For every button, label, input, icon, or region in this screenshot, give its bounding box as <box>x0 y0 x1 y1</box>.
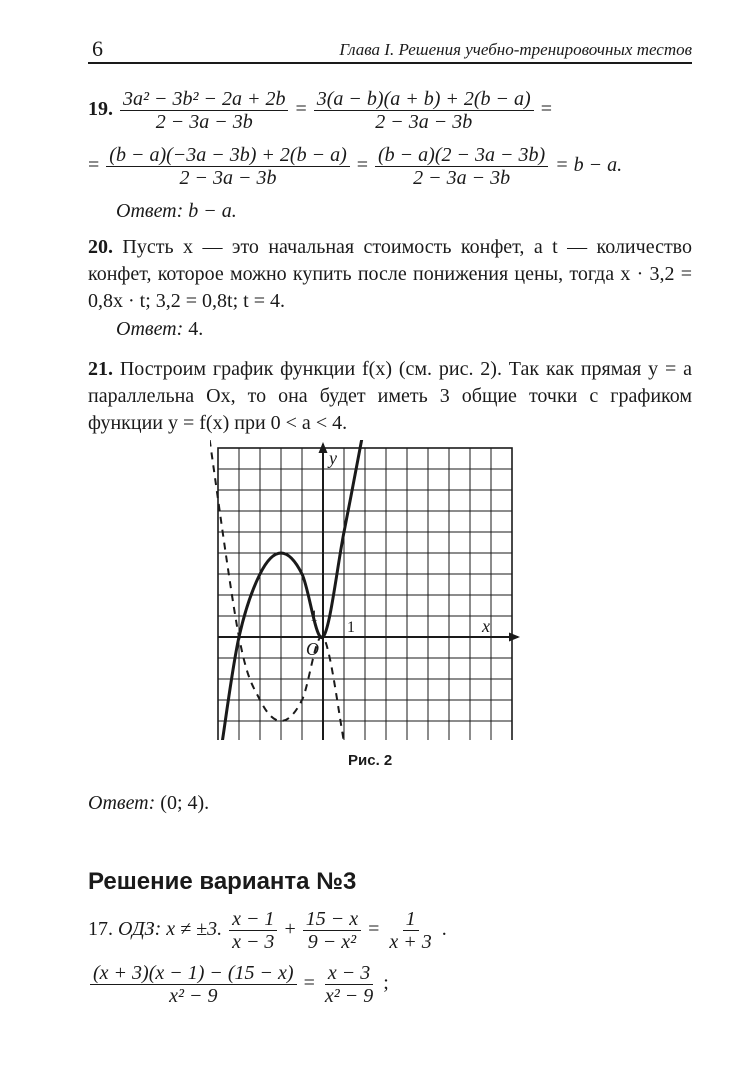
p19-f4-denominator: 2 − 3a − 3b <box>413 167 511 189</box>
problem-17-line-1 <box>88 908 447 953</box>
problem-17-line-2 <box>88 962 389 1007</box>
x-axis-arrow <box>509 633 520 642</box>
p17-g2-denominator: x² − 9 <box>324 985 374 1007</box>
graph-grid <box>218 448 512 740</box>
p19-answer <box>116 200 237 223</box>
page-number: 6 <box>92 36 103 61</box>
p17-f3-denominator: x + 3 <box>389 931 432 953</box>
p21-answer-label: Ответ: <box>88 792 156 814</box>
p19-f2-denominator: 2 − 3a − 3b <box>375 111 473 133</box>
problem-17-number: 17. <box>88 918 113 941</box>
p19-result: = b − a. <box>555 154 623 177</box>
p20-answer-label: Ответ: <box>116 318 184 340</box>
p17-fraction-4 <box>90 962 297 1007</box>
p19-fraction-4 <box>375 144 548 189</box>
p17-equals: = <box>368 918 380 941</box>
problem-20-number: 20. <box>88 236 113 258</box>
p21-answer <box>88 792 209 815</box>
p17-g1-numerator: (x + 3)(x − 1) − (15 − x) <box>90 962 297 985</box>
p17-fraction-2 <box>303 908 361 953</box>
p19-fraction-2 <box>314 88 534 133</box>
x-axis-label: x <box>482 616 490 636</box>
problem-21-number: 21. <box>88 358 113 380</box>
p19-f1-numerator: 3a² − 3b² − 2a + 2b <box>120 88 288 111</box>
p17-fraction-1 <box>229 908 277 953</box>
p17-f3-numerator: 1 <box>403 908 419 931</box>
problem-21 <box>88 356 692 437</box>
y-unit-label: 1 <box>310 608 318 625</box>
p17-dot: . <box>441 918 447 941</box>
p20-answer-value: 4. <box>188 318 204 340</box>
problem-20-text: Пусть x — это начальная стоимость конфет, а t — количество конфет, которое можно купить после понижения цены, тогда x · 3,2 = 0,8x · t; 3,2 = 0,8t; t = 4. <box>88 236 692 312</box>
problem-19-line-1 <box>88 88 552 133</box>
graph-curves <box>210 440 363 740</box>
p19-f3-denominator: 2 − 3a − 3b <box>179 167 277 189</box>
p19-f1-denominator: 2 − 3a − 3b <box>155 111 253 133</box>
problem-20 <box>88 234 692 315</box>
p19-equals-4: = <box>356 154 369 177</box>
figure-caption: Рис. 2 <box>348 752 393 769</box>
p17-plus: + <box>284 918 296 941</box>
problem-19-line-2 <box>88 144 622 189</box>
function-curve <box>222 440 363 740</box>
p17-g2-numerator: x − 3 <box>325 962 373 985</box>
p19-equals-2: = <box>540 98 552 121</box>
p21-answer-value: (0; 4). <box>160 792 210 814</box>
p17-f1-numerator: x − 1 <box>229 908 277 931</box>
x-unit-label: 1 <box>347 619 355 636</box>
p17-f1-denominator: x − 3 <box>232 931 275 953</box>
p19-f4-numerator: (b − a)(2 − 3a − 3b) <box>375 144 548 167</box>
p19-f3-numerator: (b − a)(−3a − 3b) + 2(b − a) <box>106 144 349 167</box>
p17-fraction-3 <box>386 908 434 953</box>
p19-fraction-1 <box>120 88 288 133</box>
p17-odz: ОДЗ: x ≠ ±3. <box>118 918 223 941</box>
problem-19-number: 19. <box>88 98 113 121</box>
p19-answer-label: Ответ: <box>116 200 184 222</box>
section-title: Решение варианта №3 <box>88 868 357 895</box>
p17-g1-denominator: x² − 9 <box>169 985 218 1007</box>
function-graph <box>210 440 530 740</box>
p19-answer-value: b − a. <box>188 200 237 222</box>
p17-equals-2: = <box>303 972 315 995</box>
graph-axes <box>218 442 520 740</box>
p19-equals-3: = <box>88 154 100 177</box>
y-axis-label: y <box>329 448 337 468</box>
p20-answer <box>116 318 203 341</box>
p19-f2-numerator: 3(a − b)(a + b) + 2(b − a) <box>314 88 534 111</box>
p19-fraction-3 <box>106 144 349 189</box>
header-rule <box>88 62 692 64</box>
problem-21-text: Построим график функции f(x) (см. рис. 2). Так как прямая y = a параллельна Ox, то она будет иметь 3 общие точки с графиком функции y = f(x) при 0 < a < 4. <box>88 358 693 434</box>
p19-equals-1: = <box>295 98 307 121</box>
p17-f2-denominator: 9 − x² <box>307 931 357 953</box>
origin-label: O <box>306 639 319 659</box>
p17-f2-numerator: 15 − x <box>303 908 361 931</box>
p17-semicolon: ; <box>383 972 389 995</box>
p17-fraction-5 <box>322 962 376 1007</box>
running-title: Глава I. Решения учебно-тренировочных тестов <box>339 40 692 59</box>
